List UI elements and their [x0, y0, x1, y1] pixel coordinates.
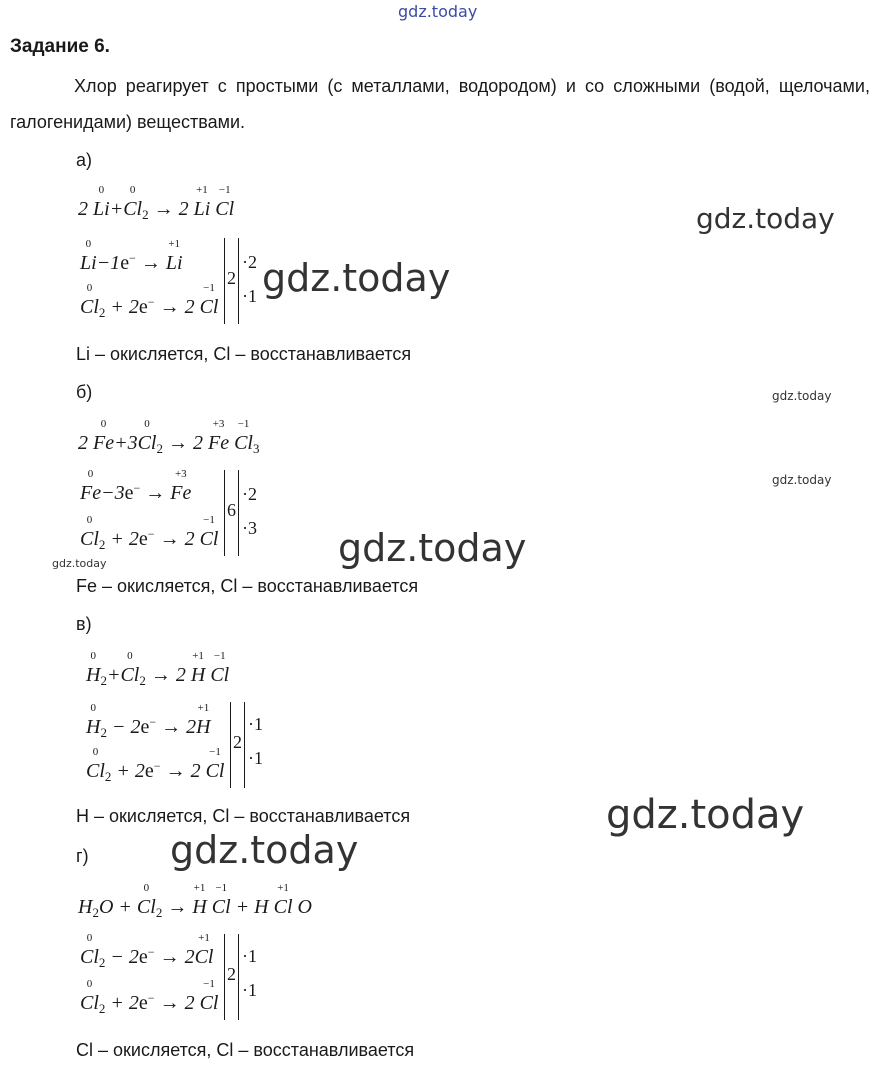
multiplier-b-2: ·3: [242, 518, 257, 538]
multiplier-c-2: ·1: [248, 748, 263, 768]
watermark-4: gdz.today: [772, 473, 832, 487]
section-b-result: Fe – окисляется, Cl – восстанавливается: [76, 576, 419, 596]
section-c-result: H – окисляется, Cl – восстанавливается: [76, 806, 411, 826]
multiplier-c-1: ·1: [248, 714, 263, 734]
section-b-label: б): [76, 382, 93, 402]
balance-line-d-2: [238, 934, 239, 1020]
watermark-5: gdz.today: [338, 526, 527, 570]
balance-line-d-1: [224, 934, 225, 1020]
balance-line-a-1: [224, 238, 225, 324]
balance-line-c-1: [230, 702, 231, 788]
multiplier-a-1: ·2: [242, 252, 257, 272]
balance-a: 2: [227, 268, 236, 288]
equation-d-ox: 0 $Cl_2 - 2e^- \to 2$ +1 Cl: [80, 932, 214, 970]
equation-a-ox: 0 Li−1e− → +1 Li: [80, 238, 183, 274]
multiplier-d-1: ·1: [242, 946, 257, 966]
section-a-label: а): [76, 150, 93, 170]
balance-d: 2: [227, 964, 236, 984]
equation-d-main: $H_2O$ + 0 $Cl_2$ → +1 H −1 Cl + H +1 Cl O: [78, 882, 312, 920]
equation-b-ox: 0 Fe−3e− → +3 Fe: [80, 468, 192, 504]
multiplier-b-1: ·2: [242, 484, 257, 504]
equation-c-main: 0 $H_2+$ 0 $Cl_2 \to 2$ +1 H −1 Cl: [86, 650, 230, 688]
watermark-8: gdz.today: [170, 828, 359, 872]
watermark-6: gdz.today: [52, 557, 107, 570]
balance-c: 2: [233, 732, 242, 752]
multiplier-d-2: ·1: [242, 980, 257, 1000]
balance-line-c-2: [244, 702, 245, 788]
watermark-7: gdz.today: [606, 792, 805, 838]
equation-b-red: 0 $Cl_2 + 2e^- \to 2$ −1 Cl: [80, 514, 219, 552]
equation-b-main: 2 0 Fe+3 0 $Cl_2 \to 2$ +3 Fe −1 $Cl_3$: [78, 418, 260, 456]
section-d-label: г): [76, 846, 89, 866]
equation-c-red: 0 $Cl_2 + 2e^- \to 2$ −1 Cl: [86, 746, 225, 784]
multiplier-a-2: ·1: [242, 286, 257, 306]
balance-line-b-1: [224, 470, 225, 556]
section-a-result: Li – окисляется, Cl – восстанавливается: [76, 344, 412, 364]
watermark-1: gdz.today: [696, 202, 835, 235]
watermark-3: gdz.today: [772, 389, 832, 403]
equation-d-red: 0 $Cl_2 + 2e^- \to 2$ −1 Cl: [80, 978, 219, 1016]
task-title: Задание 6.: [10, 36, 110, 57]
intro-paragraph: Хлор реагирует с простыми (с металлами, водородом) и со сложными (водой, щелочами, галогенидами) веществами.: [10, 76, 870, 132]
watermark-top: gdz.today: [398, 2, 478, 21]
equation-c-ox: 0 $H_2 - 2e^- \to 2$ +1 H: [86, 702, 211, 740]
balance-line-a-2: [238, 238, 239, 324]
equation-a-red: 0 $Cl_2 + 2e^- \to 2$ −1 Cl: [80, 282, 219, 320]
watermark-2: gdz.today: [262, 256, 451, 300]
balance-b: 6: [227, 500, 236, 520]
section-c-label: в): [76, 614, 92, 634]
section-d-result: Cl – окисляется, Cl – восстанавливается: [76, 1040, 415, 1060]
balance-line-b-2: [238, 470, 239, 556]
equation-a-main: 2 0 Li+ 0 $Cl_2 \to 2$ +1 Li −1 Cl: [78, 184, 235, 222]
